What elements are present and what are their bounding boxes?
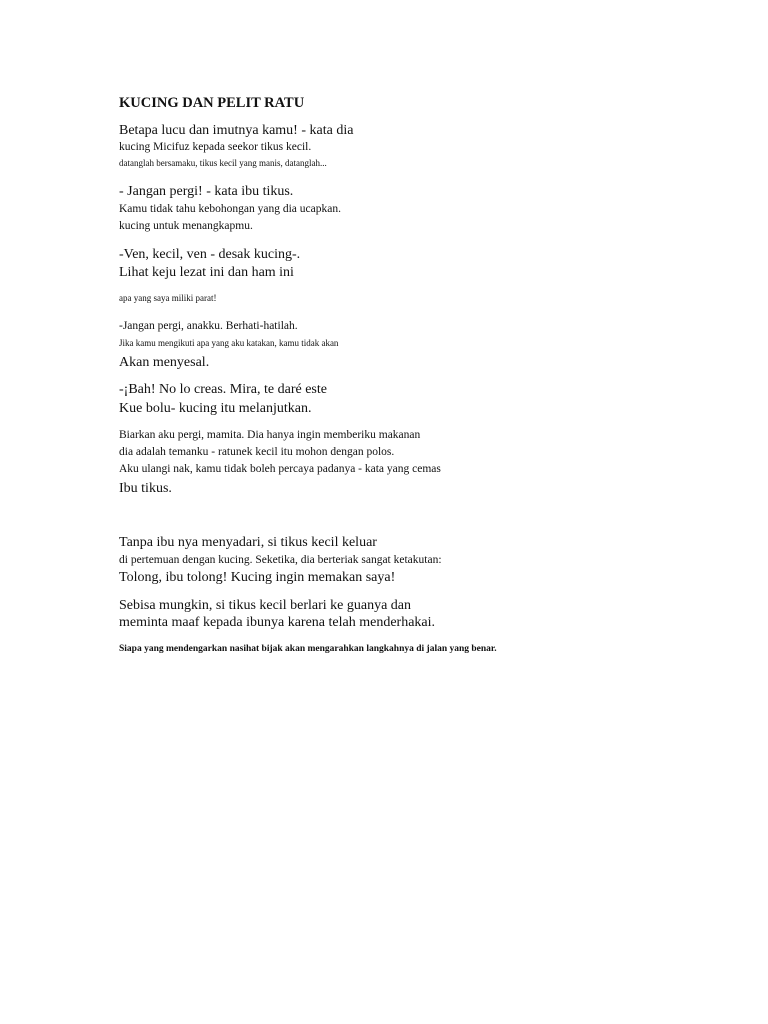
text-line: Ibu tikus. — [119, 481, 172, 496]
text-line: Aku ulangi nak, kamu tidak boleh percaya padanya - kata yang cemas — [119, 463, 441, 475]
text-line: -¡Bah! No lo creas. Mira, te daré este — [119, 382, 327, 397]
text-line: Betapa lucu dan imutnya kamu! - kata dia — [119, 123, 354, 138]
text-line: Lihat keju lezat ini dan ham ini — [119, 265, 294, 280]
text-line: - Jangan pergi! - kata ibu tikus. — [119, 184, 294, 199]
text-line: datanglah bersamaku, tikus kecil yang manis, datanglah... — [119, 158, 327, 168]
text-line: Tolong, ibu tolong! Kucing ingin memakan saya! — [119, 570, 396, 585]
text-line: kucing Micifuz kepada seekor tikus kecil. — [119, 141, 312, 153]
story-title: KUCING DAN PELIT RATU — [119, 95, 305, 111]
text-line: Kue bolu- kucing itu melanjutkan. — [119, 401, 312, 416]
text-line: -Ven, kecil, ven - desak kucing-. — [119, 247, 301, 262]
text-line: dia adalah temanku - ratunek kecil itu mohon dengan polos. — [119, 446, 395, 458]
text-line: -Jangan pergi, anakku. Berhati-hatilah. — [119, 320, 298, 332]
text-line: Akan menyesal. — [119, 355, 210, 370]
text-line: Biarkan aku pergi, mamita. Dia hanya ingin memberiku makanan — [119, 429, 421, 441]
text-line: Jika kamu mengikuti apa yang aku katakan, kamu tidak akan — [119, 338, 339, 348]
text-line: Tanpa ibu nya menyadari, si tikus kecil keluar — [119, 535, 377, 550]
text-line: kucing untuk menangkapmu. — [119, 220, 253, 232]
text-line: Kamu tidak tahu kebohongan yang dia ucapkan. — [119, 203, 341, 215]
text-line: Sebisa mungkin, si tikus kecil berlari ke guanya dan — [119, 598, 411, 613]
text-line: di pertemuan dengan kucing. Seketika, dia berteriak sangat ketakutan: — [119, 554, 442, 566]
text-line: apa yang saya miliki parat! — [119, 293, 217, 303]
story-moral: Siapa yang mendengarkan nasihat bijak akan mengarahkan langkahnya di jalan yang benar. — [119, 644, 497, 654]
text-line: meminta maaf kepada ibunya karena telah menderhakai. — [119, 615, 436, 630]
